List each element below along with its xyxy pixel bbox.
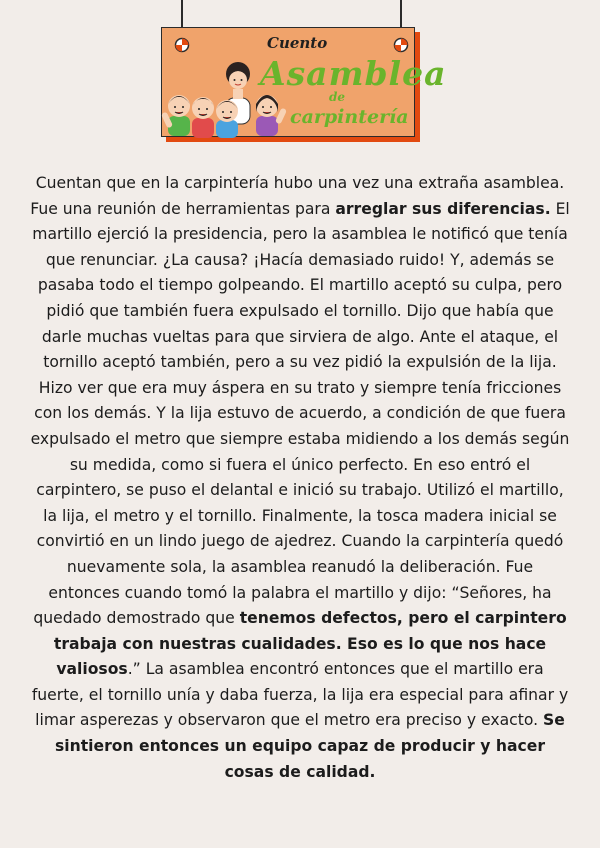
story-bold-segment: arreglar sus diferencias. bbox=[335, 199, 551, 218]
child-figure-2 bbox=[192, 97, 214, 138]
sign-label-cuento: Cuento bbox=[267, 34, 328, 52]
story-bold-segment: Se sintieron entonces un equipo capaz de producir y hacer cosas de calidad. bbox=[54, 711, 565, 781]
story-bold-segment: tenemos defectos, pero el carpintero trabaja con nuestras cualidades. Eso es lo que nos hace valiosos bbox=[53, 609, 567, 679]
story-segment: El martillo ejerció la presidencia, pero la asamblea le notificó que tenía que renunciar. ¿La causa? ¡Hacía demasiado ruido! Y, además se pasaba todo el tiempo golpeando. El martillo aceptó su culpa, pero pidió que también fuera expulsado el tornillo. Dijo que había que darle muchas vueltas para que sirviera de algo. Ante el ataque, el tornillo aceptó también, pero a su vez pidió la expulsión de la lija. Hizo ver que era muy áspera en su trato y siempre tenía fricciones con los demás. Y la lija estuvo de acuerdo, a condición de que fuera expulsado el metro que siempre estaba midiendo a los demás según su medida, como si fuera el único perfecto. En eso entró el carpintero, se puso el delantal e inició su trabajo. Utilizó el martillo, la lija, el metro y el tornillo. Finalmente, la tosca madera inicial se convirtió en un lindo juego de ajedrez. Cuando la carpintería quedó nuevamente sola, la asamblea reanudó la deliberación. Fue entonces cuando tomó la palabra el martillo y dijo: “Señores, ha quedado demostrado que bbox=[30, 199, 570, 628]
story-text bbox=[30, 171, 570, 785]
nail-left-icon bbox=[174, 37, 190, 53]
sign-title-asamblea: Asamblea bbox=[260, 54, 447, 93]
title-sign bbox=[161, 27, 447, 137]
child-figure-4 bbox=[256, 95, 287, 136]
nail-right-icon bbox=[393, 37, 409, 53]
sign-title-carpinteria: carpintería bbox=[290, 106, 409, 128]
teacher-and-children-illustration bbox=[164, 56, 289, 138]
sign-title-de: de bbox=[329, 90, 346, 104]
story-segment: Cuentan que en la carpintería hubo una vez una extraña asamblea. Fue una reunión de herramientas para bbox=[30, 174, 565, 218]
child-figure-1 bbox=[161, 95, 190, 136]
story-segment: .” La asamblea encontró entonces que el martillo era fuerte, el tornillo unía y daba fuerza, la lija era especial para afinar y limar asperezas y observaron que el metro era preciso y exacto. bbox=[31, 660, 569, 730]
